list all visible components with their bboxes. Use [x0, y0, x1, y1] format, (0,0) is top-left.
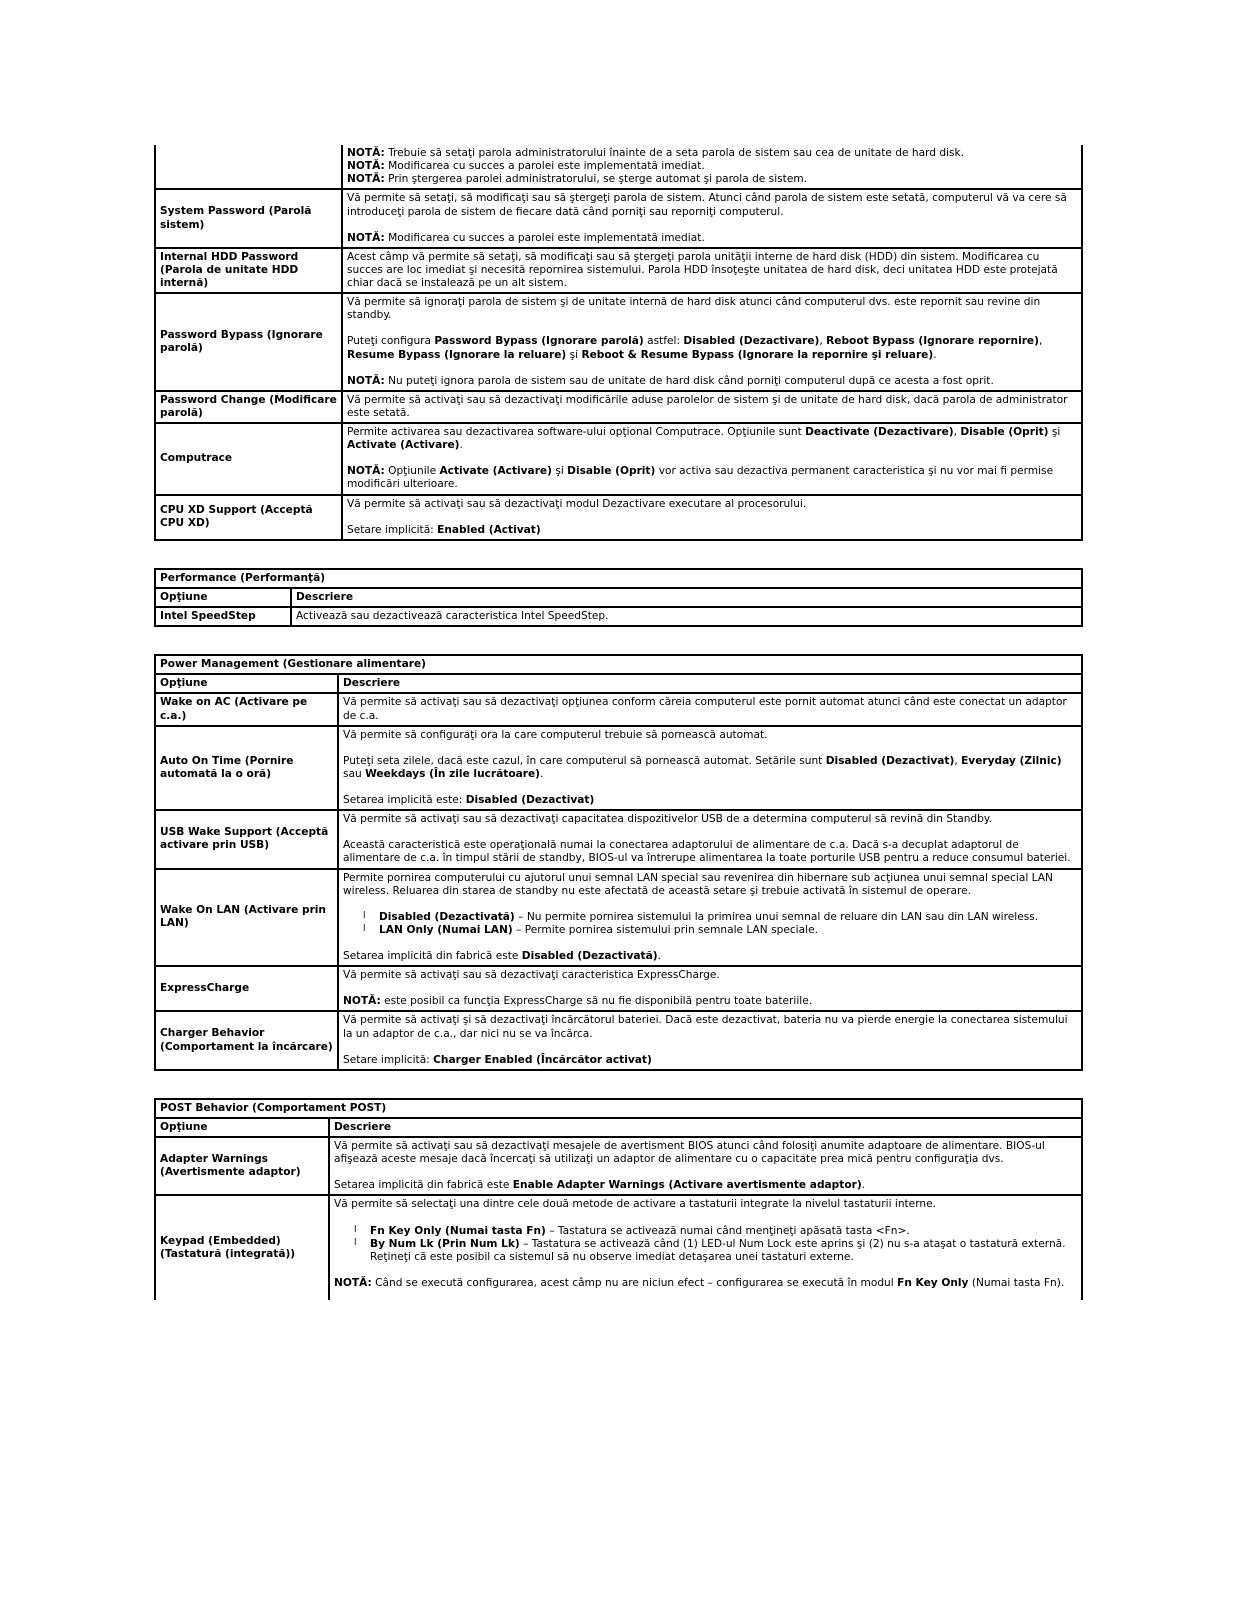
option-cell: Computrace	[155, 423, 342, 495]
table-row	[155, 869, 1082, 967]
table-row	[155, 423, 1082, 495]
description-cell: Vă permite să activaţi sau să dezactivaţi caracteristica ExpressCharge. NOTĂ: este posibil ca funcţia ExpressCharge să nu fie disponibilă pentru toate bateriile.	[338, 966, 1082, 1011]
table-row	[155, 1137, 1082, 1195]
table-row	[155, 248, 1082, 293]
column-header: Opţiune	[155, 674, 338, 693]
table-row	[155, 726, 1082, 811]
note: NOTĂ: Când se execută configurarea, acest câmp nu are niciun efect – configurarea se execută în modul Fn Key Only (Numai tasta Fn).	[334, 1276, 1065, 1289]
bullet-icon: l	[354, 1224, 357, 1235]
performance-table	[154, 568, 1083, 627]
note: NOTĂ: Modificarea cu succes a parolei este implementată imediat.	[347, 231, 705, 244]
description-cell: Vă permite să activaţi şi să dezactivaţi încărcătorul bateriei. Dacă este dezactivat, bateria nu va pierde energie la conectarea sistemului la un adaptor de c.a., dar nici nu se va încărca. Setare implicită: Charger Enabled (Încărcător activat)	[338, 1011, 1082, 1069]
table-row	[155, 1011, 1082, 1069]
table-header-row	[155, 588, 1082, 607]
description-cell: Vă permite să selectaţi una dintre cele două metode de activare a tastaturii integrate la nivelul tastaturii interne. l Fn Key Only (Numai tasta Fn) – Tastatura se activează numai când menţineţi apăsată tasta <Fn>. l By Num Lk (Prin Num Lk) – Tastatura se activează când (1) LED-ul Num Lock este aprins şi (2) nu s-a ataşat o tastatură externă. Reţineţi că este posibil ca sistemul să nu observe imediat detaşarea unei tastaturi externe. NOTĂ: Când se execută configurarea, acest câmp nu are niciun efect – configurarea se execută în modul Fn Key Only (Numai tasta Fn).	[329, 1195, 1082, 1300]
power-management-table	[154, 654, 1083, 1071]
description-cell: Vă permite să activaţi sau să dezactivaţi mesajele de avertisment BIOS atunci când folosiţi anumite adaptoare de alimentare. BIOS-ul afişează aceste mesaje dacă încercaţi să utilizaţi un adaptor de alimentare cu o capacitate prea mică pentru configuraţia dvs. Setarea implicită din fabrică este Enable Adapter Warnings (Activare avertismente adaptor).	[329, 1137, 1082, 1195]
table-row	[155, 693, 1082, 725]
table-row	[155, 495, 1082, 540]
table-title-row	[155, 569, 1082, 588]
option-cell: Intel SpeedStep	[155, 607, 291, 626]
table-row	[155, 810, 1082, 868]
table-title: Power Management (Gestionare alimentare)	[155, 655, 1082, 674]
post-behavior-table	[154, 1098, 1083, 1300]
column-header: Opţiune	[155, 588, 291, 607]
column-header: Descriere	[291, 588, 1082, 607]
description-cell: Vă permite să setaţi, să modificaţi sau să ştergeţi parola de sistem. Atunci când parola de sistem este setată, computerul vă va cere să introduceţi parola de sistem de fiecare dată când porniţi sau reporniţi computerul. NOTĂ: Modificarea cu succes a parolei este implementată imediat.	[342, 189, 1082, 247]
description-cell: Vă permite să activaţi sau să dezactivaţi opţiunea conform căreia computerul este pornit automat atunci când este conectat un adaptor de c.a.	[338, 693, 1082, 725]
option-cell: Wake on AC (Activare pe c.a.)	[155, 693, 338, 725]
description-cell: Vă permite să ignoraţi parola de sistem şi de unitate internă de hard disk atunci când computerul dvs. este repornit sau revine din standby. Puteţi configura Password Bypass (Ignorare parolă) astfel: Disabled (Dezactivare), Reboot Bypass (Ignorare repornire), Resume Bypass (Ignorare la reluare) şi Reboot & Resume Bypass (Ignorare la repornire şi reluare). NOTĂ: Nu puteţi ignora parola de sistem sau de unitate de hard disk când porniţi computerul după ce acesta a fost oprit.	[342, 293, 1082, 391]
option-cell: Password Change (Modificare parolă)	[155, 391, 342, 423]
table-header-row	[155, 674, 1082, 693]
list-item: l Disabled (Dezactivată) – Nu permite pornirea sistemului la primirea unui semnal de reluare din LAN sau din LAN wireless.	[363, 910, 1039, 923]
document-page	[154, 145, 1083, 1300]
description-cell: Vă permite să configuraţi ora la care computerul trebuie să pornească automat. Puteţi seta zilele, dacă este cazul, în care computerul să pornească automat. Setările sunt Disabled (Dezactivat), Everyday (Zilnic) sau Weekdays (În zile lucrătoare). Setarea implicită este: Disabled (Dezactivat)	[338, 726, 1082, 811]
table-title: Performance (Performanţă)	[155, 569, 1082, 588]
list-item: l By Num Lk (Prin Num Lk) – Tastatura se activează când (1) LED-ul Num Lock este aprins şi (2) nu s-a ataşat o tastatură externă. Reţineţi că este posibil ca sistemul să nu observe imediat detaşarea unei tastaturi externe.	[354, 1237, 1066, 1263]
table-row	[155, 391, 1082, 423]
note: NOTĂ: este posibil ca funcţia ExpressCharge să nu fie disponibilă pentru toate bateriile.	[343, 995, 813, 1008]
option-cell: CPU XD Support (Acceptă CPU XD)	[155, 495, 342, 540]
table-row	[155, 293, 1082, 391]
bullet-icon: l	[354, 1237, 357, 1248]
option-cell: Charger Behavior (Comportament la încărcare)	[155, 1011, 338, 1069]
description-cell: Acest câmp vă permite să setaţi, să modificaţi sau să ştergeţi parola unităţii interne de hard disk (HDD) din sistem. Modificarea cu succes are loc imediat şi necesită repornirea sistemului. Parola HDD însoţeşte unitatea de hard disk, deci unitatea HDD este protejată chiar dacă se instalează pe un alt sistem.	[342, 248, 1082, 293]
description-cell: Permite pornirea computerului cu ajutorul unui semnal LAN special sau revenirea din hibernare sub acţiunea unui semnal special LAN wireless. Reluarea din starea de standby nu este afectată de această setare şi trebuie activată în sistemul de operare. l Disabled (Dezactivată) – Nu permite pornirea sistemului la primirea unui semnal de reluare din LAN sau din LAN wireless. l LAN Only (Numai LAN) – Permite pornirea sistemului prin semnale LAN speciale. Setarea implicită din fabrică este Disabled (Dezactivată).	[338, 869, 1082, 967]
note: NOTĂ: Prin ştergerea parolei administratorului, se şterge automat şi parola de sistem.	[347, 173, 808, 186]
table-row	[155, 189, 1082, 247]
bullet-icon: l	[363, 923, 366, 934]
bullet-icon: l	[363, 910, 366, 921]
option-cell: Internal HDD Password (Parola de unitate HDD internă)	[155, 248, 342, 293]
table-row	[155, 1195, 1082, 1300]
description-cell: Vă permite să activaţi sau să dezactivaţi capacitatea dispozitivelor USB de a determina computerul să revină din Standby. Această caracteristică este operaţională numai la conectarea adaptorului de alimentare de c.a. Dacă s-a decuplat adaptorul de alimentare de c.a. în timpul stării de standby, BIOS-ul va întrerupe alimentarea la toate porturile USB pentru a reduce consumul bateriei.	[338, 810, 1082, 868]
option-cell: Adapter Warnings (Avertismente adaptor)	[155, 1137, 329, 1195]
table-row	[155, 607, 1082, 626]
description-cell: Vă permite să activaţi sau să dezactivaţi modul Dezactivare executare al procesorului. Setare implicită: Enabled (Activat)	[342, 495, 1082, 540]
column-header: Descriere	[329, 1118, 1082, 1137]
option-cell: ExpressCharge	[155, 966, 338, 1011]
table-title: POST Behavior (Comportament POST)	[155, 1099, 1082, 1118]
note: NOTĂ: Modificarea cu succes a parolei este implementată imediat.	[347, 160, 705, 173]
column-header: Opţiune	[155, 1118, 329, 1137]
list-item: l LAN Only (Numai LAN) – Permite pornirea sistemului prin semnale LAN speciale.	[363, 923, 818, 936]
table-title-row	[155, 655, 1082, 674]
bullet-list	[343, 911, 1077, 937]
description-cell: Activează sau dezactivează caracteristica Intel SpeedStep.	[291, 607, 1082, 626]
list-item: l Fn Key Only (Numai tasta Fn) – Tastatura se activează numai când menţineţi apăsată tasta <Fn>.	[354, 1224, 910, 1237]
security-table	[154, 145, 1083, 541]
option-cell: Auto On Time (Pornire automată la o oră)	[155, 726, 338, 811]
table-title-row	[155, 1099, 1082, 1118]
table-row	[155, 966, 1082, 1011]
table-header-row	[155, 1118, 1082, 1137]
description-cell: Permite activarea sau dezactivarea software-ului opţional Computrace. Opţiunile sunt Deactivate (Dezactivare), Disable (Oprit) şi Activate (Activare). NOTĂ: Opţiunile Activate (Activare) şi Disable (Oprit) vor activa sau dezactiva permanent caracteristica şi nu vor mai fi permise modificări ulterioare.	[342, 423, 1082, 495]
option-cell: System Password (Parolă sistem)	[155, 189, 342, 247]
notes-cell	[342, 145, 1082, 189]
description-cell: Vă permite să activaţi sau să dezactivaţi modificările aduse parolelor de sistem şi de unitate de hard disk, dacă parola de administrator este setată.	[342, 391, 1082, 423]
note: NOTĂ: Trebuie să setaţi parola administratorului înainte de a seta parola de sistem sau cea de unitate de hard disk.	[347, 147, 965, 159]
column-header: Descriere	[338, 674, 1082, 693]
table-row	[155, 145, 1082, 189]
option-cell: Keypad (Embedded) (Tastatură (integrată))	[155, 1195, 329, 1300]
option-cell: Password Bypass (Ignorare parolă)	[155, 293, 342, 391]
option-cell: Wake On LAN (Activare prin LAN)	[155, 869, 338, 967]
note: NOTĂ: Opţiunile Activate (Activare) şi Disable (Oprit) vor activa sau dezactiva permanent caracteristica şi nu vor mai fi permise modificări ulterioare.	[347, 465, 1054, 491]
bullet-list	[334, 1225, 1077, 1264]
option-cell: USB Wake Support (Acceptă activare prin USB)	[155, 810, 338, 868]
note: NOTĂ: Nu puteţi ignora parola de sistem sau de unitate de hard disk când porniţi computerul după ce acesta a fost oprit.	[347, 374, 994, 387]
